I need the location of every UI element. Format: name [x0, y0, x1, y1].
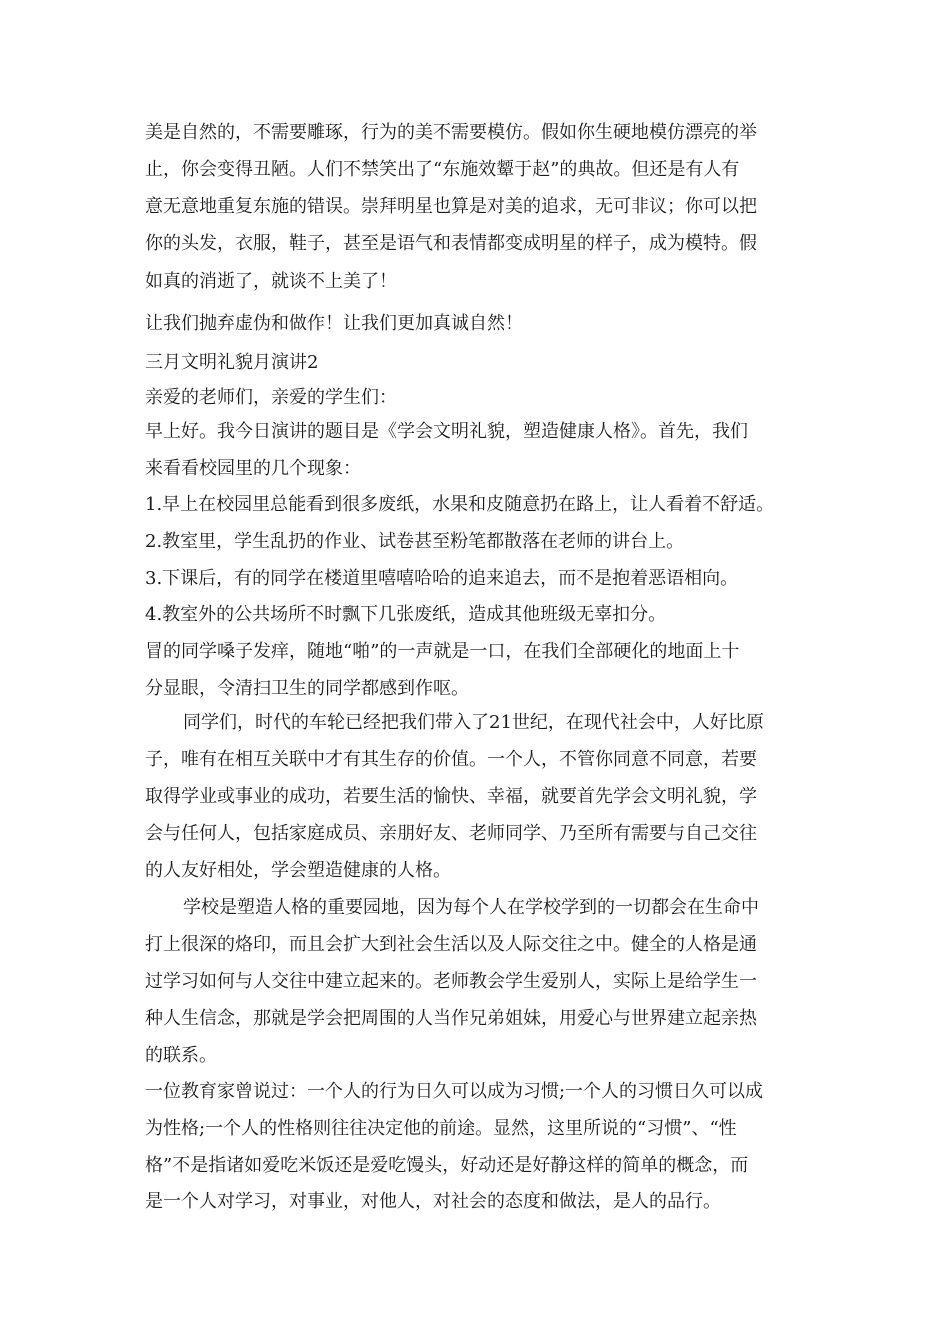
text-line: 同学们，时代的车轮已经把我们带入了21世纪，在现代社会中，人好比原 [183, 712, 764, 733]
text-line: 亲爱的老师们，亲爱的学生们： [145, 387, 397, 408]
text-line: 取得学业或事业的成功，若要生活的愉快、幸福，就要首先学会文明礼貌，学 [145, 786, 757, 807]
text-line: 一位教育家曾说过：一个人的行为日久可以成为习惯;一个人的习惯日久可以成 [145, 1081, 764, 1102]
text-line: 种人生信念，那就是学会把周围的人当作兄弟姐妹，用爱心与世界建立起亲热 [145, 1008, 757, 1029]
text-line: 打上很深的烙印，而且会扩大到社会生活以及人际交往之中。健全的人格是通 [145, 934, 757, 955]
text-line: 冒的同学嗓子发痒，随地“啪”的一声就是一口，在我们全部硬化的地面上十 [145, 641, 740, 662]
text-line: 3.下课后，有的同学在楼道里嘻嘻哈哈的追来追去，而不是抱着恶语相向。 [145, 568, 739, 589]
text-line: 早上好。我今日演讲的题目是《学会文明礼貌，塑造健康人格》。首先，我们 [145, 421, 748, 442]
text-line: 4.教室外的公共场所不时飘下几张废纸，造成其他班级无辜扣分。 [145, 604, 667, 625]
text-line: 是一个人对学习，对事业，对他人，对社会的态度和做法，是人的品行。 [145, 1191, 721, 1212]
text-line: 来看看校园里的几个现象： [145, 458, 361, 479]
text-line: 1.早上在校园里总能看到很多废纸，水果和皮随意扔在路上，让人看着不舒适。 [145, 494, 775, 515]
text-line: 如真的消逝了，就谈不上美了！ [145, 271, 397, 292]
text-line: 让我们抛弃虚伪和做作！让我们更加真诚自然！ [145, 313, 523, 334]
text-line: 的联系。 [145, 1045, 217, 1066]
text-line: 三月文明礼貌月演讲2 [145, 352, 319, 373]
text-line: 格”不是指诸如爱吃米饭还是爱吃馒头，好动还是好静这样的简单的概念，而 [145, 1155, 749, 1176]
text-line: 为性格;一个人的性格则往往决定他的前途。显然，这里所说的“习惯”、“性 [145, 1118, 737, 1139]
text-line: 你的头发，衣服，鞋子，甚至是语气和表情都变成明星的样子，成为模特。假 [145, 233, 757, 254]
text-line: 意无意地重复东施的错误。崇拜明星也算是对美的追求，无可非议；你可以把 [145, 196, 757, 217]
text-line: 子，唯有在相互关联中才有其生存的价值。一个人，不管你同意不同意，若要 [145, 749, 757, 770]
text-line: 2.教室里，学生乱扔的作业、试卷甚至粉笔都散落在老师的讲台上。 [145, 531, 685, 552]
text-line: 学校是塑造人格的重要园地，因为每个人在学校学到的一切都会在生命中 [183, 897, 759, 918]
text-line: 过学习如何与人交往中建立起来的。老师教会学生爱别人，实际上是给学生一 [145, 971, 757, 992]
text-line: 分显眼，令清扫卫生的同学都感到作呕。 [145, 678, 469, 699]
text-line: 会与任何人，包括家庭成员、亲朋好友、老师同学、乃至所有需要与自己交往 [145, 823, 757, 844]
text-line: 的人友好相处，学会塑造健康的人格。 [145, 860, 451, 881]
text-line: 美是自然的，不需要雕琢，行为的美不需要模仿。假如你生硬地模仿漂亮的举 [145, 122, 757, 143]
text-line: 止，你会变得丑陋。人们不禁笑出了“东施效颦于赵”的典故。但还是有人有 [145, 159, 740, 180]
